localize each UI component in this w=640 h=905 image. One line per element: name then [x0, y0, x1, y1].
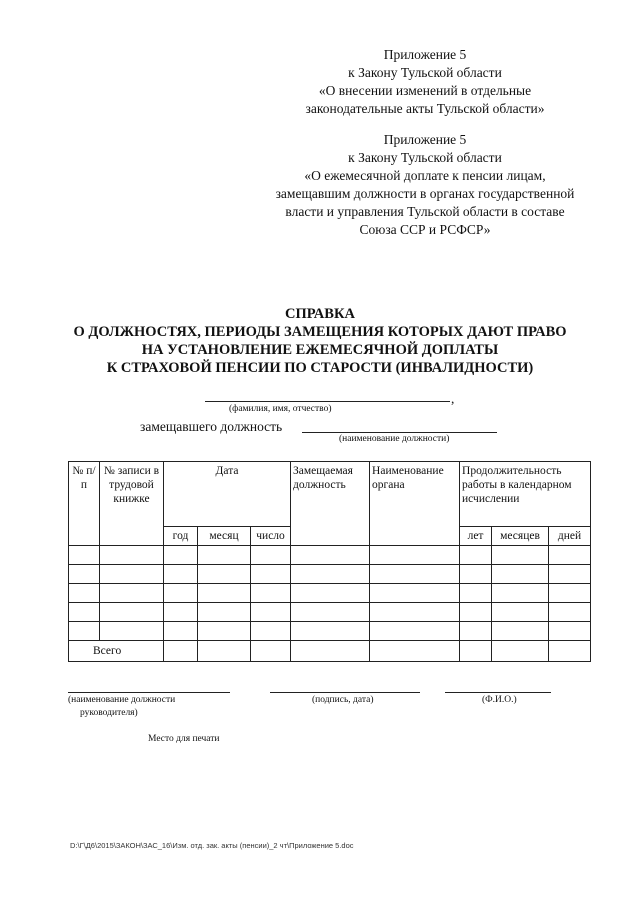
table-cell[interactable]	[69, 546, 100, 565]
table-cell[interactable]	[164, 641, 198, 662]
manager-caption: (наименование должности	[68, 695, 176, 705]
table-cell[interactable]	[291, 622, 370, 641]
sub-day-header: число	[251, 527, 291, 546]
col-number-header: № п/п	[69, 462, 100, 546]
table-cell[interactable]	[370, 603, 460, 622]
position-caption: (наименование должности)	[339, 434, 450, 444]
table-header-row	[69, 462, 591, 527]
table-cell[interactable]	[291, 603, 370, 622]
table-cell[interactable]	[492, 603, 549, 622]
sub-months-header: месяцев	[492, 527, 549, 546]
table-cell[interactable]	[100, 565, 164, 584]
fio-caption: (Ф.И.О.)	[482, 695, 517, 705]
table-cell[interactable]	[370, 641, 460, 662]
title-line: СПРАВКА	[285, 306, 355, 322]
table-cell[interactable]	[164, 584, 198, 603]
table-row	[69, 546, 591, 565]
table-cell[interactable]	[549, 565, 591, 584]
appendix-line: «О внесении изменений в отдельные	[318, 83, 532, 98]
table-cell[interactable]	[69, 565, 100, 584]
name-caption: (фамилия, имя, отчество)	[229, 404, 332, 414]
appendix-line: Союза ССР и РСФСР»	[359, 222, 491, 237]
appendix-line: «О ежемесячной доплате к пенсии лицам,	[304, 168, 546, 183]
table-cell[interactable]	[460, 641, 492, 662]
title-line: О ДОЛЖНОСТЯХ, ПЕРИОДЫ ЗАМЕЩЕНИЯ КОТОРЫХ ДАЮТ ПРАВО	[73, 324, 567, 340]
positions-table	[68, 461, 591, 662]
table-cell[interactable]	[492, 584, 549, 603]
table-cell[interactable]	[291, 546, 370, 565]
fio-line[interactable]	[445, 692, 551, 693]
table-cell[interactable]	[251, 622, 291, 641]
sub-years-header: лет	[460, 527, 492, 546]
position-label: замещавшего должность	[140, 419, 283, 434]
table-cell[interactable]	[198, 565, 251, 584]
sub-days-header: дней	[549, 527, 591, 546]
table-cell[interactable]	[549, 641, 591, 662]
table-cell[interactable]	[370, 546, 460, 565]
table-cell[interactable]	[69, 622, 100, 641]
manager-caption-2: руководителя)	[80, 708, 138, 718]
table-cell[interactable]	[370, 565, 460, 584]
appendix-line: замещавшим должности в органах государственной	[275, 186, 575, 201]
position-field-line[interactable]	[302, 432, 497, 433]
table-cell[interactable]	[291, 641, 370, 662]
title-line: К СТРАХОВОЙ ПЕНСИИ ПО СТАРОСТИ (ИНВАЛИДНОСТИ)	[106, 360, 534, 376]
name-field-line[interactable]	[205, 401, 450, 402]
table-cell[interactable]	[100, 584, 164, 603]
appendix-line: к Закону Тульской области	[348, 150, 502, 165]
file-path-footer: D:\Г\Д6\2015\ЗАКОН\ЗАС_16\Изм. отд. зак. акты (пенсии)_2 чт\Приложение 5.doc	[70, 841, 354, 850]
table-cell[interactable]	[549, 603, 591, 622]
sub-month-header: месяц	[198, 527, 251, 546]
table-cell[interactable]	[492, 565, 549, 584]
signature-caption: (подпись, дата)	[312, 695, 374, 705]
table-cell[interactable]	[251, 565, 291, 584]
total-label: Всего	[69, 641, 164, 662]
table-cell[interactable]	[251, 546, 291, 565]
col-date-header: Дата	[164, 462, 291, 527]
col-duration-header: Продолжительность работы в календарном исчислении	[460, 462, 591, 527]
table-cell[interactable]	[251, 603, 291, 622]
name-comma: ,	[451, 391, 455, 406]
table-cell[interactable]	[164, 603, 198, 622]
seal-place: Место для печати	[148, 734, 220, 744]
appendix-line: к Закону Тульской области	[348, 65, 502, 80]
table-cell[interactable]	[100, 622, 164, 641]
table-cell[interactable]	[492, 546, 549, 565]
table-cell[interactable]	[164, 622, 198, 641]
table-row	[69, 584, 591, 603]
signature-line[interactable]	[270, 692, 420, 693]
table-cell[interactable]	[460, 565, 492, 584]
table-row	[69, 565, 591, 584]
table-cell[interactable]	[549, 546, 591, 565]
table-cell[interactable]	[492, 622, 549, 641]
table-cell[interactable]	[251, 641, 291, 662]
appendix-header-2	[225, 131, 625, 239]
table-cell[interactable]	[549, 622, 591, 641]
appendix-line: власти и управления Тульской области в составе	[285, 204, 565, 219]
table-row	[69, 603, 591, 622]
table-cell[interactable]	[100, 546, 164, 565]
table-row	[69, 622, 591, 641]
table-cell[interactable]	[549, 584, 591, 603]
table-cell[interactable]	[198, 584, 251, 603]
table-cell[interactable]	[460, 584, 492, 603]
appendix-header-1	[225, 46, 625, 118]
appendix-line: Приложение 5	[383, 47, 467, 62]
table-cell[interactable]	[370, 584, 460, 603]
table-cell[interactable]	[198, 641, 251, 662]
document-title	[40, 305, 600, 377]
sub-year-header: год	[164, 527, 198, 546]
table-cell[interactable]	[251, 584, 291, 603]
table-cell[interactable]	[164, 565, 198, 584]
table-cell[interactable]	[370, 622, 460, 641]
table-cell[interactable]	[492, 641, 549, 662]
table-cell[interactable]	[291, 584, 370, 603]
col-org-header: Наименование органа	[370, 462, 460, 546]
table-cell[interactable]	[100, 603, 164, 622]
manager-position-line[interactable]	[68, 692, 230, 693]
table-cell[interactable]	[198, 546, 251, 565]
col-record-header: № записи в трудовой книжке	[100, 462, 164, 546]
table-cell[interactable]	[164, 546, 198, 565]
table-cell[interactable]	[198, 603, 251, 622]
table-cell[interactable]	[460, 546, 492, 565]
table-cell[interactable]	[460, 622, 492, 641]
table-total-row	[69, 641, 591, 662]
table-cell[interactable]	[69, 584, 100, 603]
appendix-line: Приложение 5	[383, 132, 467, 147]
table-cell[interactable]	[291, 565, 370, 584]
appendix-line: законодательные акты Тульской области»	[305, 101, 545, 116]
title-line: НА УСТАНОВЛЕНИЕ ЕЖЕМЕСЯЧНОЙ ДОПЛАТЫ	[141, 342, 499, 358]
table-cell[interactable]	[460, 603, 492, 622]
table-cell[interactable]	[69, 603, 100, 622]
table-cell[interactable]	[198, 622, 251, 641]
col-position-header: Замещаемая должность	[291, 462, 370, 546]
